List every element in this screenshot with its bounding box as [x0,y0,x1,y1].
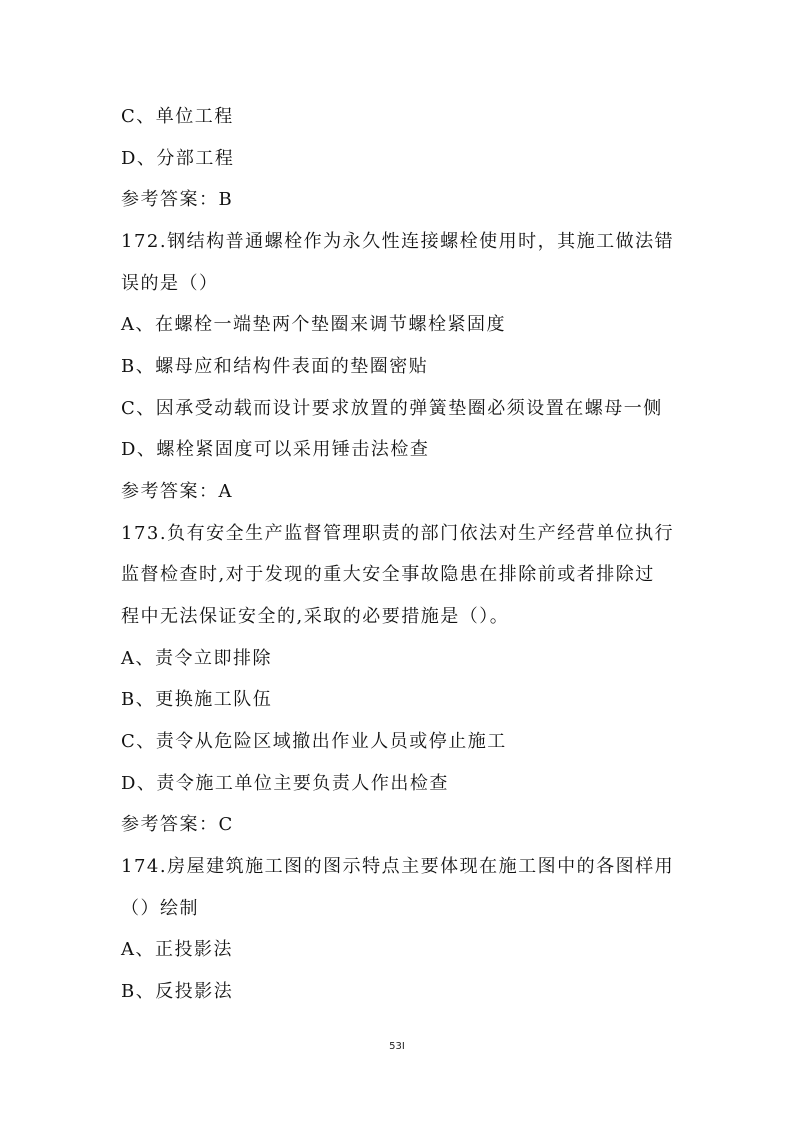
option-line: D、责令施工单位主要负责人作出检查 [121,773,449,794]
option-line: A、在螺栓一端垫两个垫圈来调节螺栓紧固度 [121,314,506,335]
answer-line: 参考答案：A [121,481,233,502]
option-line: C、因承受动载而设计要求放置的弹簧垫圈必须设置在螺母一侧 [121,398,663,419]
question-line: （）绘制 [121,898,199,919]
answer-line: 参考答案：B [121,189,234,210]
option-line: D、螺栓紧固度可以采用锤击法检查 [121,439,430,460]
question-line: 173.负有安全生产监督管理职责的部门依法对生产经营单位执行 [121,523,675,544]
question-line: 监督检查时,对于发现的重大安全事故隐患在排除前或者排除过 [121,564,655,585]
option-line: C、单位工程 [121,106,234,127]
question-line: 172.钢结构普通螺栓作为永久性连接螺栓使用时，其施工做法错 [121,231,675,252]
question-line: 174.房屋建筑施工图的图示特点主要体现在施工图中的各图样用 [121,856,675,877]
option-line: D、分部工程 [121,148,235,169]
option-line: B、更换施工队伍 [121,689,273,710]
page-number: 53I [389,1041,405,1052]
option-line: A、责令立即排除 [121,648,272,669]
question-line: 误的是（） [121,273,219,294]
option-line: C、责令从危险区域撤出作业人员或停止施工 [121,731,507,752]
option-line: A、正投影法 [121,939,233,960]
answer-line: 参考答案：C [121,814,234,835]
option-line: B、反投影法 [121,981,234,1002]
option-line: B、螺母应和结构件表面的垫圈密贴 [121,356,429,377]
question-line: 程中无法保证安全的,采取的必要措施是（）。 [121,606,510,627]
